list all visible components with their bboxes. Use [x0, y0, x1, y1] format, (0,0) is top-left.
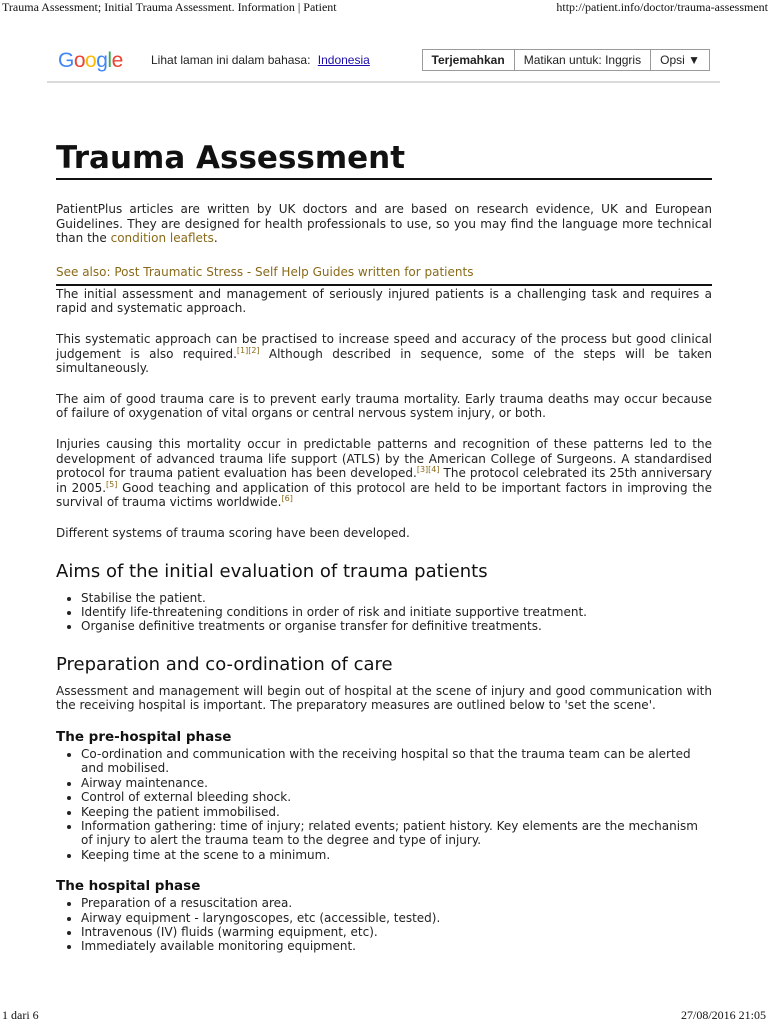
aims-heading: Aims of the initial evaluation of trauma patients: [56, 560, 488, 582]
translate-prompt: [151, 53, 370, 67]
reference-link-5[interactable]: [5]: [106, 479, 118, 489]
page-title: Trauma Assessment: [56, 140, 712, 180]
reference-link-1-2[interactable]: [1][2]: [236, 345, 260, 355]
see-also-link[interactable]: See also: Post Traumatic Stress - Self Help Guides written for patients: [56, 265, 712, 286]
intro-end: .: [213, 231, 218, 246]
list-item: • Control of external bleeding shock.: [81, 790, 712, 804]
print-page-url: http://patient.info/doctor/trauma-assessment: [556, 0, 768, 14]
preparation-heading: Preparation and co-ordination of care: [56, 653, 393, 675]
paragraph-3: The aim of good trauma care is to prevent early trauma mortality. Early trauma deaths may occur because of failure of oxygenation of vital organs or central nervous system injury, or both.: [56, 391, 712, 421]
google-logo-letter: o: [85, 49, 97, 72]
list-item: • Keeping time at the scene to a minimum.: [81, 848, 712, 862]
p4-text-a: Injuries causing this mortality occur in predictable patterns and recognition of these patterns led to the development of advanced trauma life support (ATLS) by the American College of Surgeons. A standardised protocol for trauma patient evaluation has been developed.: [56, 436, 712, 481]
print-datetime: 27/08/2016 21:05: [680, 1008, 766, 1022]
print-page-title: Trauma Assessment; Initial Trauma Assessment. Information | Patient: [2, 0, 337, 14]
list-item: • Organise definitive treatments or organise transfer for definitive treatments.: [81, 619, 712, 633]
list-item: • Stabilise the patient.: [81, 591, 712, 605]
google-logo-letter: g: [96, 49, 108, 72]
language-link[interactable]: Indonesia: [317, 53, 370, 67]
list-item: • Identify life-threatening conditions in order of risk and initiate supportive treatment.: [81, 605, 712, 619]
p2-text-a: This systematic approach can be practised to increase speed and accuracy of the process but good clinical judgement is also required.: [56, 331, 712, 361]
print-page-number: 1 dari 6: [2, 1008, 39, 1022]
list-item: • Immediately available monitoring equipment.: [81, 939, 712, 953]
translate-prompt-text: Lihat laman ini dalam bahasa:: [151, 53, 311, 67]
translate-bar: [47, 44, 720, 83]
preparation-paragraph: Assessment and management will begin out of hospital at the scene of injury and good communication with the receiving hospital is important. The preparatory measures are outlined below to 'set the scene'.: [56, 683, 712, 713]
p2-text-b: Although described in sequence, some of the steps will be taken simultaneously.: [56, 346, 713, 376]
turn-off-button[interactable]: Matikan untuk: Inggris: [514, 49, 651, 71]
paragraph-1: The initial assessment and management of seriously injured patients is a challenging task and requires a rapid and systematic approach.: [56, 286, 712, 316]
list-item: • Keeping the patient immobilised.: [81, 805, 712, 819]
condition-leaflets-link[interactable]: condition leaflets: [110, 231, 214, 246]
reference-link-6[interactable]: [6]: [281, 494, 293, 504]
list-item: • Airway maintenance.: [81, 776, 712, 790]
paragraph-5: Different systems of trauma scoring have been developed.: [56, 525, 410, 540]
google-logo-letter: o: [73, 49, 86, 72]
hospital-heading: The hospital phase: [56, 878, 201, 895]
print-footer: [0, 1008, 768, 1024]
google-logo-letter: e: [111, 49, 123, 72]
translate-button[interactable]: Terjemahkan: [422, 49, 515, 71]
p4-text-b: The protocol celebrated its 25th anniversary in 2005.: [56, 466, 713, 495]
paragraph-4: [56, 437, 712, 510]
google-logo-letter: G: [58, 49, 74, 72]
paragraph-2: [56, 332, 712, 376]
prehospital-heading: The pre-hospital phase: [56, 728, 232, 745]
reference-link-3-4[interactable]: [3][4]: [416, 465, 440, 475]
print-header: [0, 0, 768, 16]
aims-list: [56, 591, 712, 634]
google-logo-letter: l: [107, 49, 112, 72]
hospital-list: [56, 896, 712, 954]
list-item: • Intravenous (IV) fluids (warming equipment, etc).: [81, 925, 712, 939]
prehospital-list: [56, 747, 712, 862]
options-button[interactable]: Opsi ▼: [650, 49, 710, 71]
article-content: [56, 140, 712, 954]
translate-buttons: [423, 49, 710, 71]
p4-text-c: Good teaching and application of this protocol are held to be important factors in improving the survival of trauma victims worldwide.: [56, 480, 713, 510]
list-item: • Preparation of a resuscitation area.: [81, 896, 712, 910]
list-item: • Co-ordination and communication with the receiving hospital so that the trauma team can be alerted and mobilised.: [81, 747, 712, 776]
intro-text: PatientPlus articles are written by UK doctors and are based on research evidence, UK and European Guidelines. They are designed for health professionals to use, so you may find the language more technical than the: [56, 202, 712, 246]
list-item: • Airway equipment - laryngoscopes, etc (accessible, tested).: [81, 911, 712, 925]
intro-paragraph: [56, 202, 712, 246]
list-item: • Information gathering: time of injury; related events; patient history. Key elements are the mechanism of injury to alert the trauma team to the degree and type of injury.: [81, 819, 712, 848]
google-logo: [58, 49, 123, 73]
